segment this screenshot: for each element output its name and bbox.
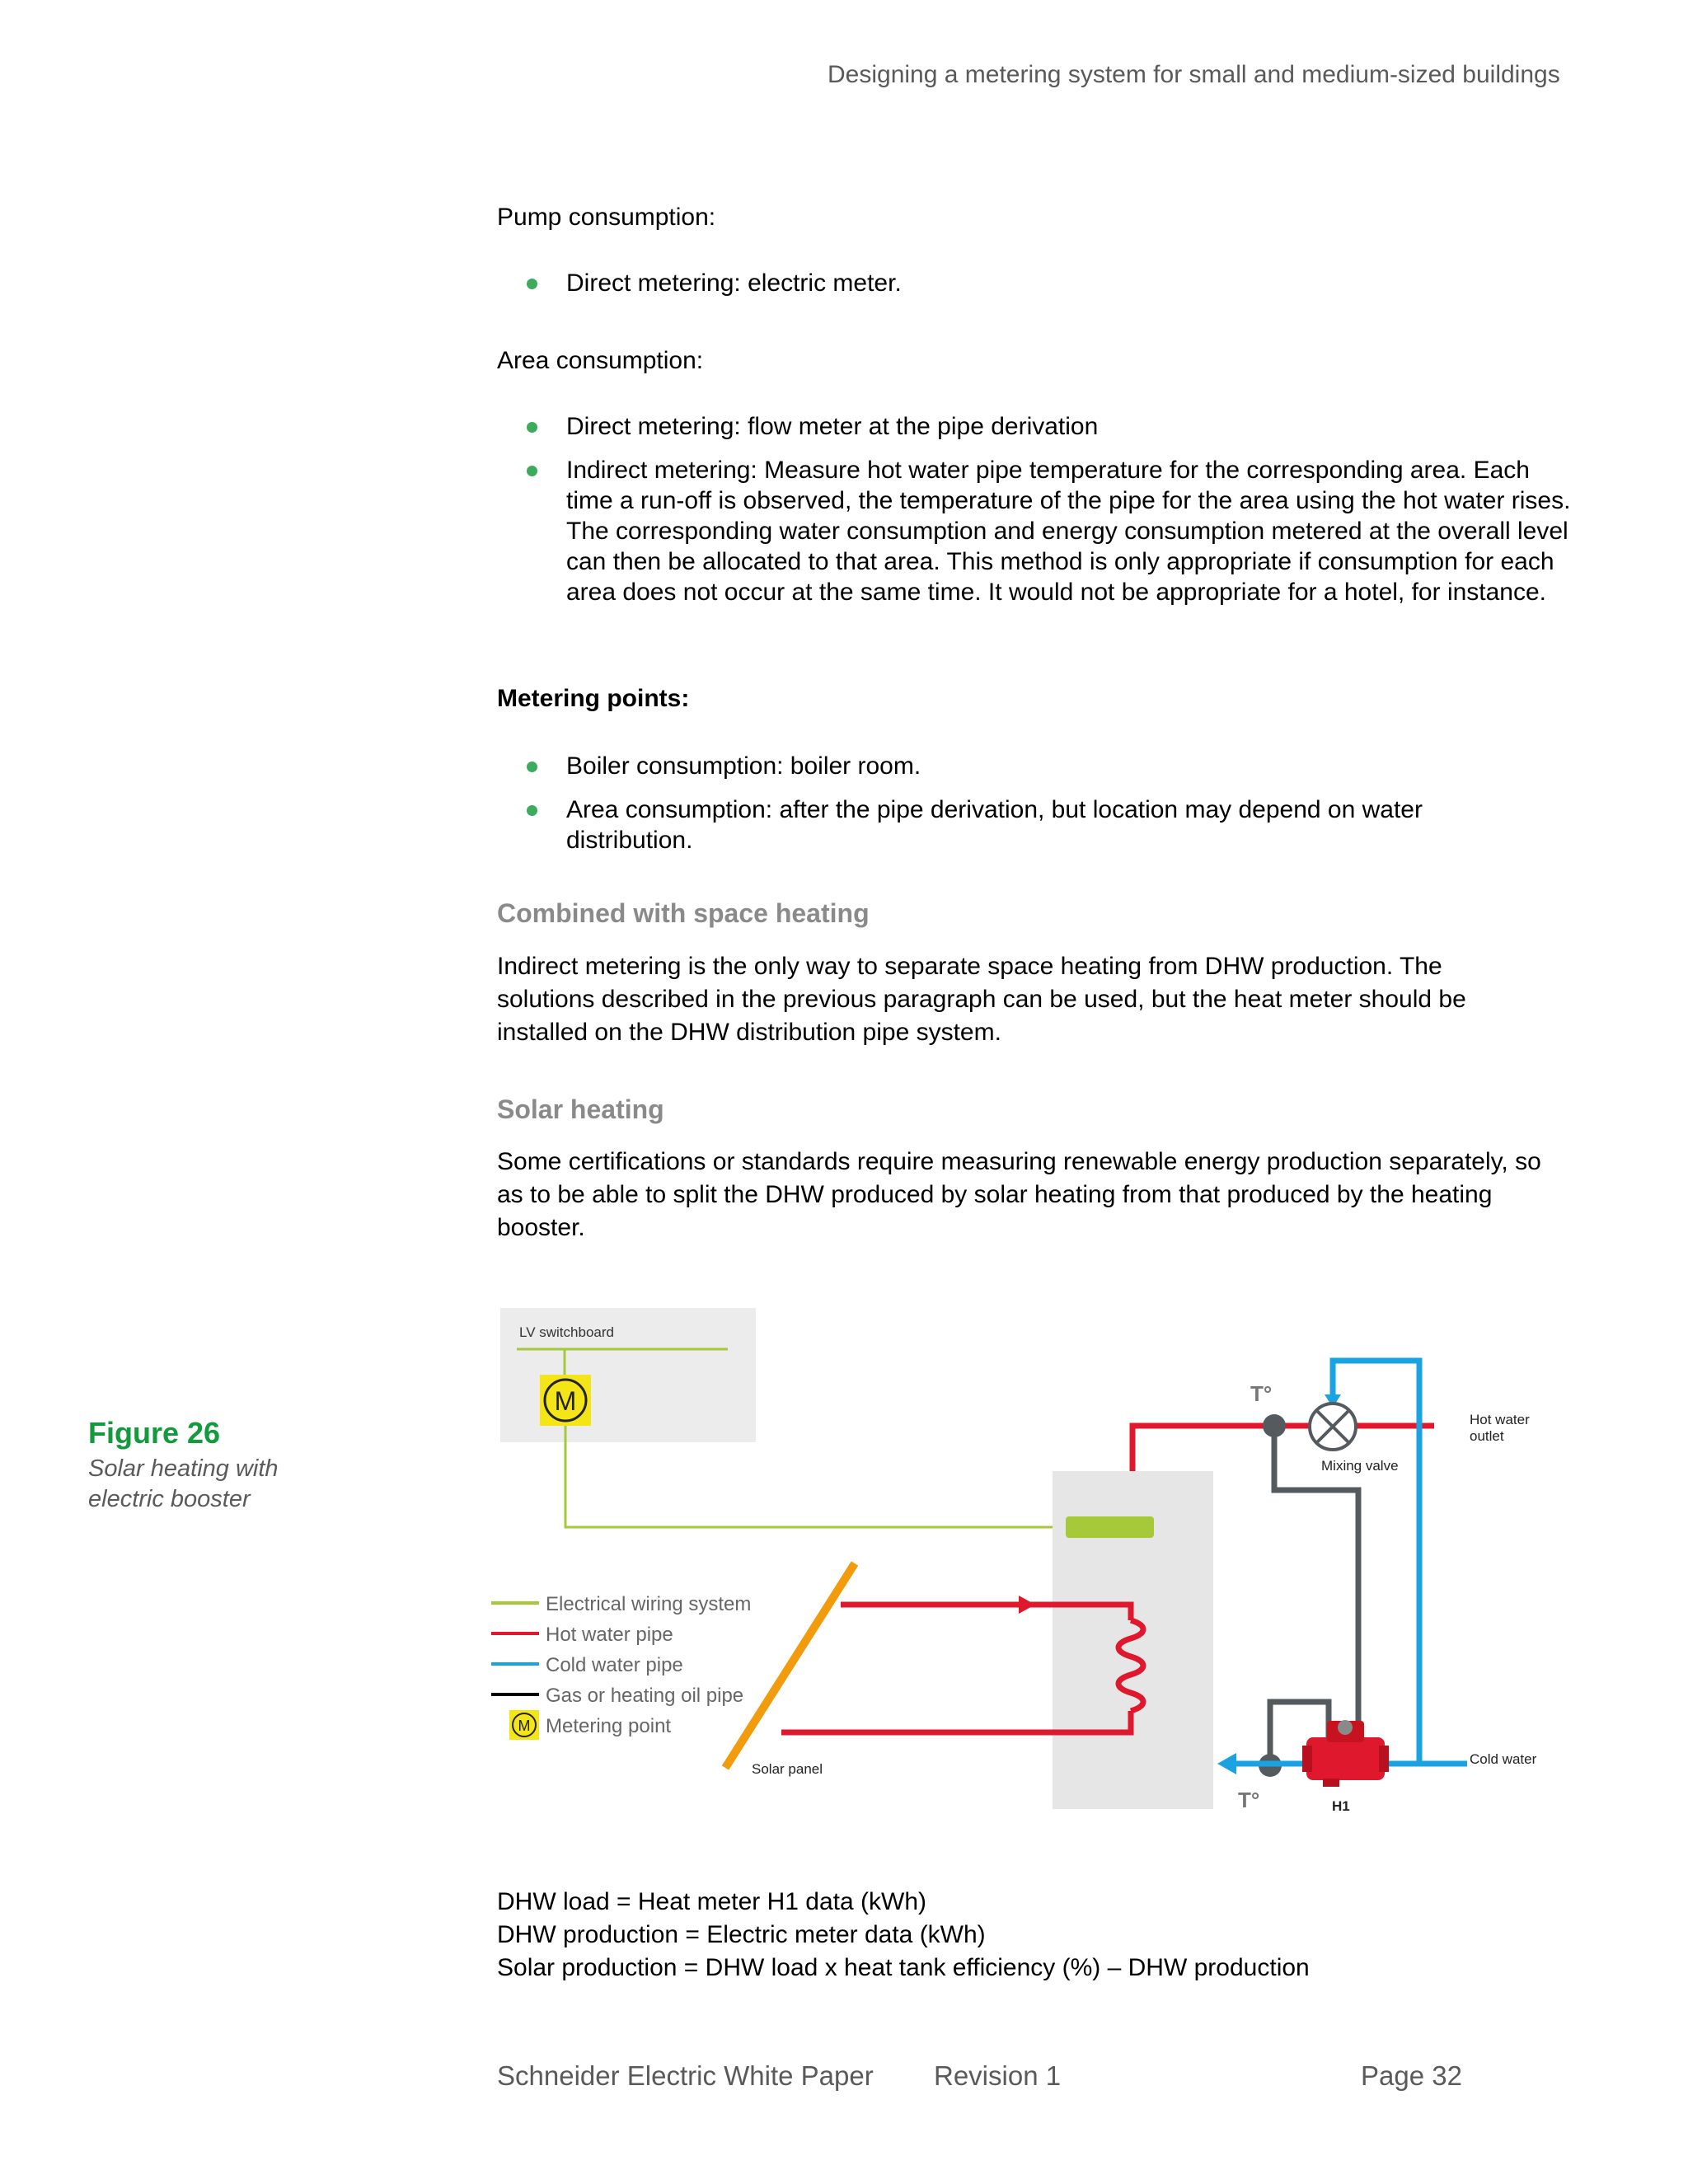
gray-return-pipe xyxy=(1274,1426,1358,1760)
list-item: Indirect metering: Measure hot water pipe temperature for the corresponding area. Each time a run-off is observed, the temperature of the pipe for the area using the hot water rises. The corresponding water consumption and energy consumption metered at the overall level can then be allocated to that area. This method is only appropriate if consumption for each area does not occur at the same time. It would not be appropriate for a hotel, for instance. xyxy=(497,455,1572,607)
cold-water-label: Cold water xyxy=(1470,1751,1537,1767)
area-consumption-heading: Area consumption: xyxy=(497,347,704,374)
figure-caption: Solar heating with electric booster xyxy=(88,1455,279,1512)
formula-block xyxy=(497,1886,1568,1985)
figure-label: Figure 26 xyxy=(88,1416,221,1450)
hot-water-outlet-label xyxy=(1470,1412,1533,1444)
mixing-valve-label: Mixing valve xyxy=(1321,1458,1399,1474)
metering-points-heading: Metering points: xyxy=(497,685,690,712)
legend-label-wire: Electrical wiring system xyxy=(546,1593,752,1615)
heat-meter-icon xyxy=(1302,1720,1389,1787)
solar-paragraph: Some certifications or standards require measuring renewable energy production separately, so as to be able to split the DHW produced by solar heating from that produced by the heating booster. xyxy=(497,1148,1541,1241)
cold-water-inlet-arrow-icon xyxy=(1217,1753,1236,1774)
electric-meter-symbol: M xyxy=(554,1386,577,1416)
legend-label-cold: Cold water pipe xyxy=(546,1654,683,1676)
pump-consumption-heading: Pump consumption: xyxy=(497,204,716,231)
legend-label-hot: Hot water pipe xyxy=(546,1624,673,1646)
formula-dhw-production: DHW production = Electric meter data (kWh) xyxy=(497,1921,986,1948)
legend-meter-symbol: M xyxy=(518,1718,531,1734)
list-item: Direct metering: electric meter. xyxy=(497,268,1568,298)
footer-revision: Revision 1 xyxy=(934,2060,1062,2091)
formula-dhw-load: DHW load = Heat meter H1 data (kWh) xyxy=(497,1888,927,1915)
electric-booster-element xyxy=(1066,1516,1154,1538)
list-item: Area consumption: after the pipe derivation, but location may depend on water distribution. xyxy=(497,794,1503,855)
footer-publication: Schneider Electric White Paper xyxy=(497,2060,874,2091)
list-item: Boiler consumption: boiler room. xyxy=(497,751,1503,781)
running-header: Designing a metering system for small and medium-sized buildings xyxy=(828,61,1560,88)
lv-switchboard-label: LV switchboard xyxy=(519,1324,614,1340)
hot-water-outlet-text-line: Hot water xyxy=(1470,1412,1530,1427)
footer-page-number: Page 32 xyxy=(1361,2060,1462,2091)
formula-solar-production: Solar production = DHW load x heat tank efficiency (%) – DHW production xyxy=(497,1954,1310,1981)
solar-flow-arrow-icon xyxy=(1019,1596,1035,1614)
solar-panel-label: Solar panel xyxy=(752,1761,823,1777)
legend xyxy=(491,1593,751,1740)
list-item: Direct metering: flow meter at the pipe derivation xyxy=(497,411,1568,442)
temp-label-bottom: T° xyxy=(1238,1788,1260,1812)
hot-water-outlet-text-line: outlet xyxy=(1470,1428,1504,1444)
legend-label-meter: Metering point xyxy=(546,1715,672,1737)
temp-label-top: T° xyxy=(1250,1381,1273,1406)
heat-meter-label: H1 xyxy=(1332,1798,1350,1814)
combined-paragraph: Indirect metering is the only way to separate space heating from DHW production. The solutions described in the previous paragraph can be used, but the heat meter should be installed on the DHW distribution pipe system. xyxy=(497,953,1466,1046)
solar-heading: Solar heating xyxy=(497,1094,664,1124)
combined-heading: Combined with space heating xyxy=(497,898,870,928)
legend-label-gas: Gas or heating oil pipe xyxy=(546,1685,744,1707)
